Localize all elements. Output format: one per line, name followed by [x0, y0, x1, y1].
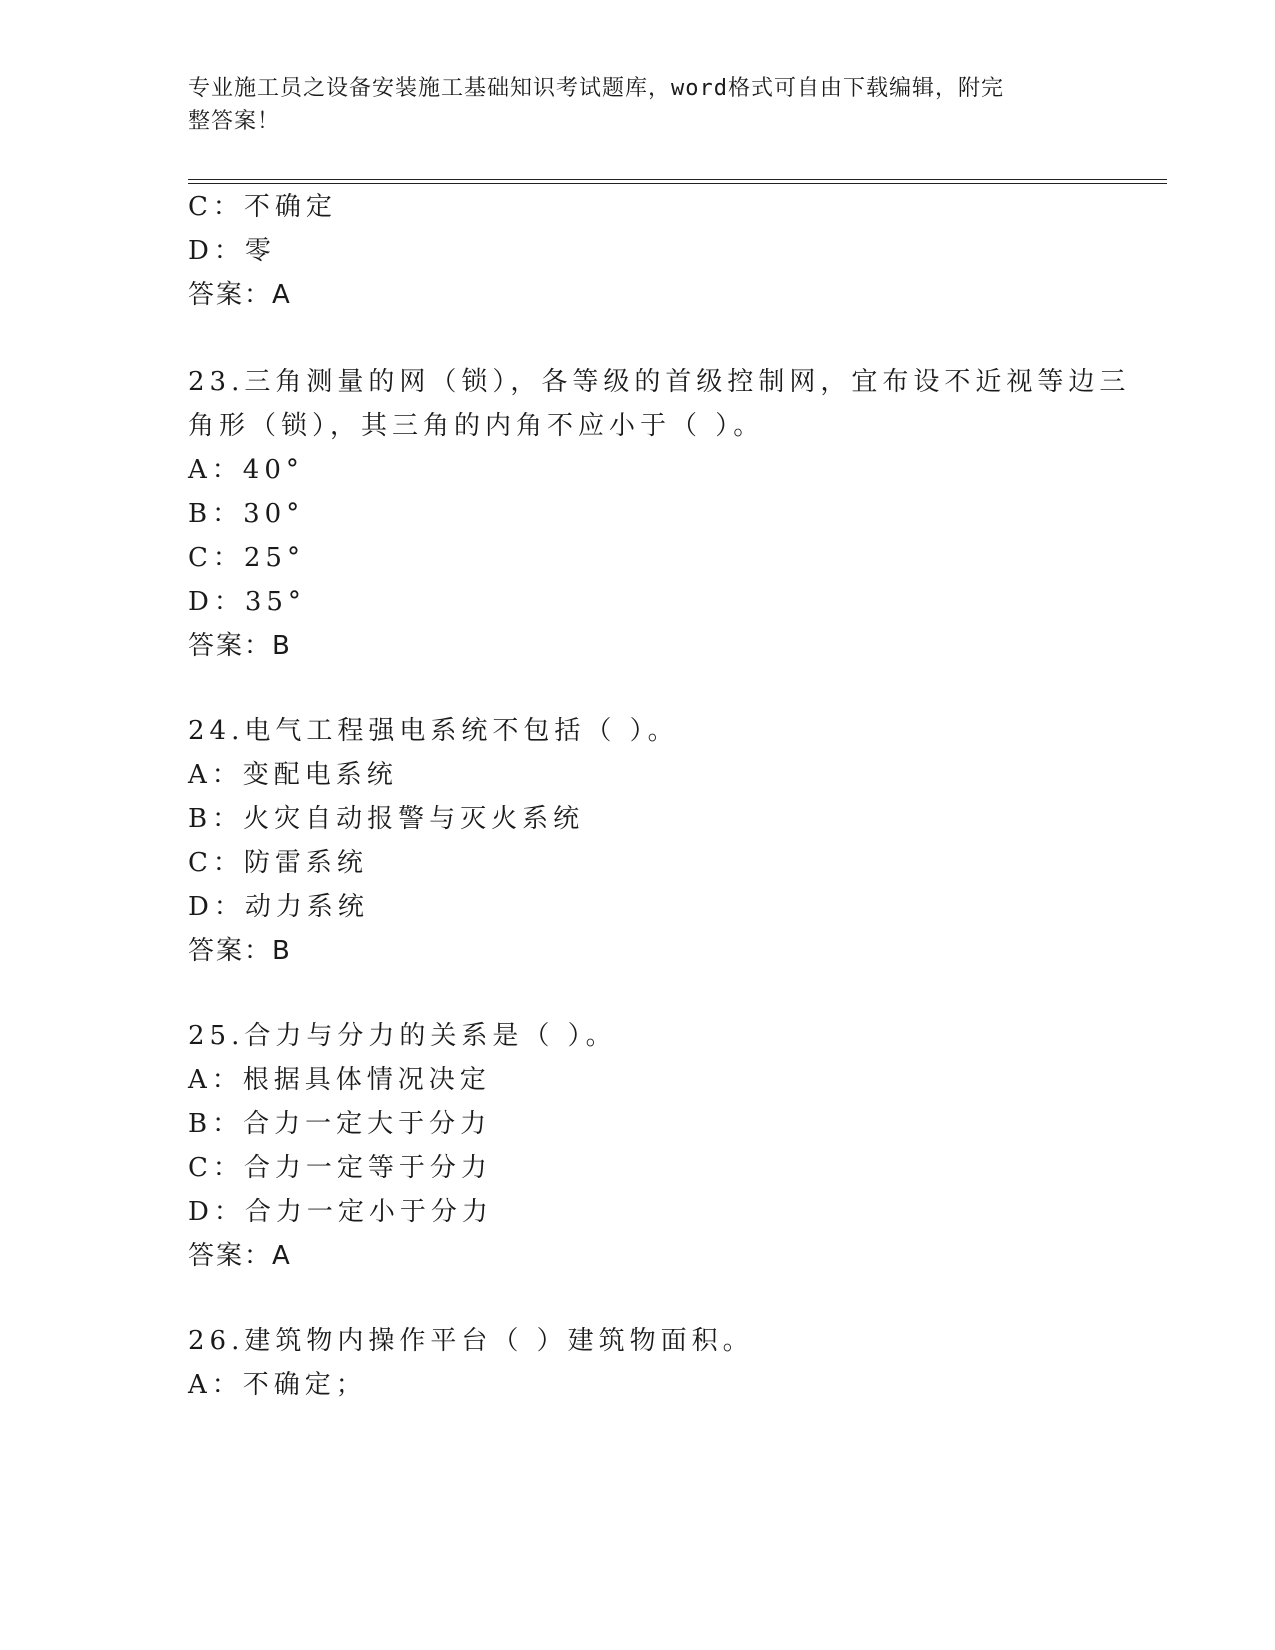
q25-stem: 25.合力与分力的关系是（ ）。	[188, 1021, 617, 1051]
header-divider-top	[188, 179, 1167, 180]
q24-option-b: B：火灾自动报警与灭火系统	[188, 804, 585, 834]
header-line-1: 专业施工员之设备安装施工基础知识考试题库，word格式可自由下载编辑，附完	[188, 76, 1004, 101]
q24-option-a: A：变配电系统	[188, 760, 398, 790]
q23-option-d: D：35°	[188, 587, 306, 617]
document-header	[188, 72, 1088, 138]
q25-option-d: D：合力一定小于分力	[188, 1197, 493, 1227]
header-line-2: 整答案！	[188, 109, 281, 134]
q23-option-c: C：25°	[188, 543, 305, 573]
q23-option-a: A：40°	[188, 455, 304, 485]
q24-stem: 24.电气工程强电系统不包括（ ）。	[188, 716, 679, 746]
q25-answer: 答案：A	[188, 1241, 292, 1271]
q26-stem: 26.建筑物内操作平台（ ）建筑物面积。	[188, 1326, 754, 1356]
q22-option-d: D：零	[188, 236, 276, 266]
q24-option-c: C：防雷系统	[188, 848, 368, 878]
q25-option-b: B：合力一定大于分力	[188, 1109, 492, 1139]
q23-stem-line-2: 角形（锁），其三角的内角不应小于（ ）。	[188, 411, 765, 441]
q23-option-b: B：30°	[188, 499, 305, 529]
q23-stem-line-1: 23.三角测量的网（锁），各等级的首级控制网，宜布设不近视等边三	[188, 367, 1131, 397]
q24-option-d: D：动力系统	[188, 892, 369, 922]
q22-answer: 答案：A	[188, 280, 292, 310]
q22-option-c: C：不确定	[188, 192, 337, 222]
q25-option-c: C：合力一定等于分力	[188, 1153, 492, 1183]
q25-option-a: A：根据具体情况决定	[188, 1065, 491, 1095]
q23-answer: 答案：B	[188, 631, 292, 661]
q24-answer: 答案：B	[188, 936, 292, 966]
header-divider-bottom	[188, 183, 1167, 184]
q26-option-a: A：不确定；	[188, 1370, 367, 1400]
